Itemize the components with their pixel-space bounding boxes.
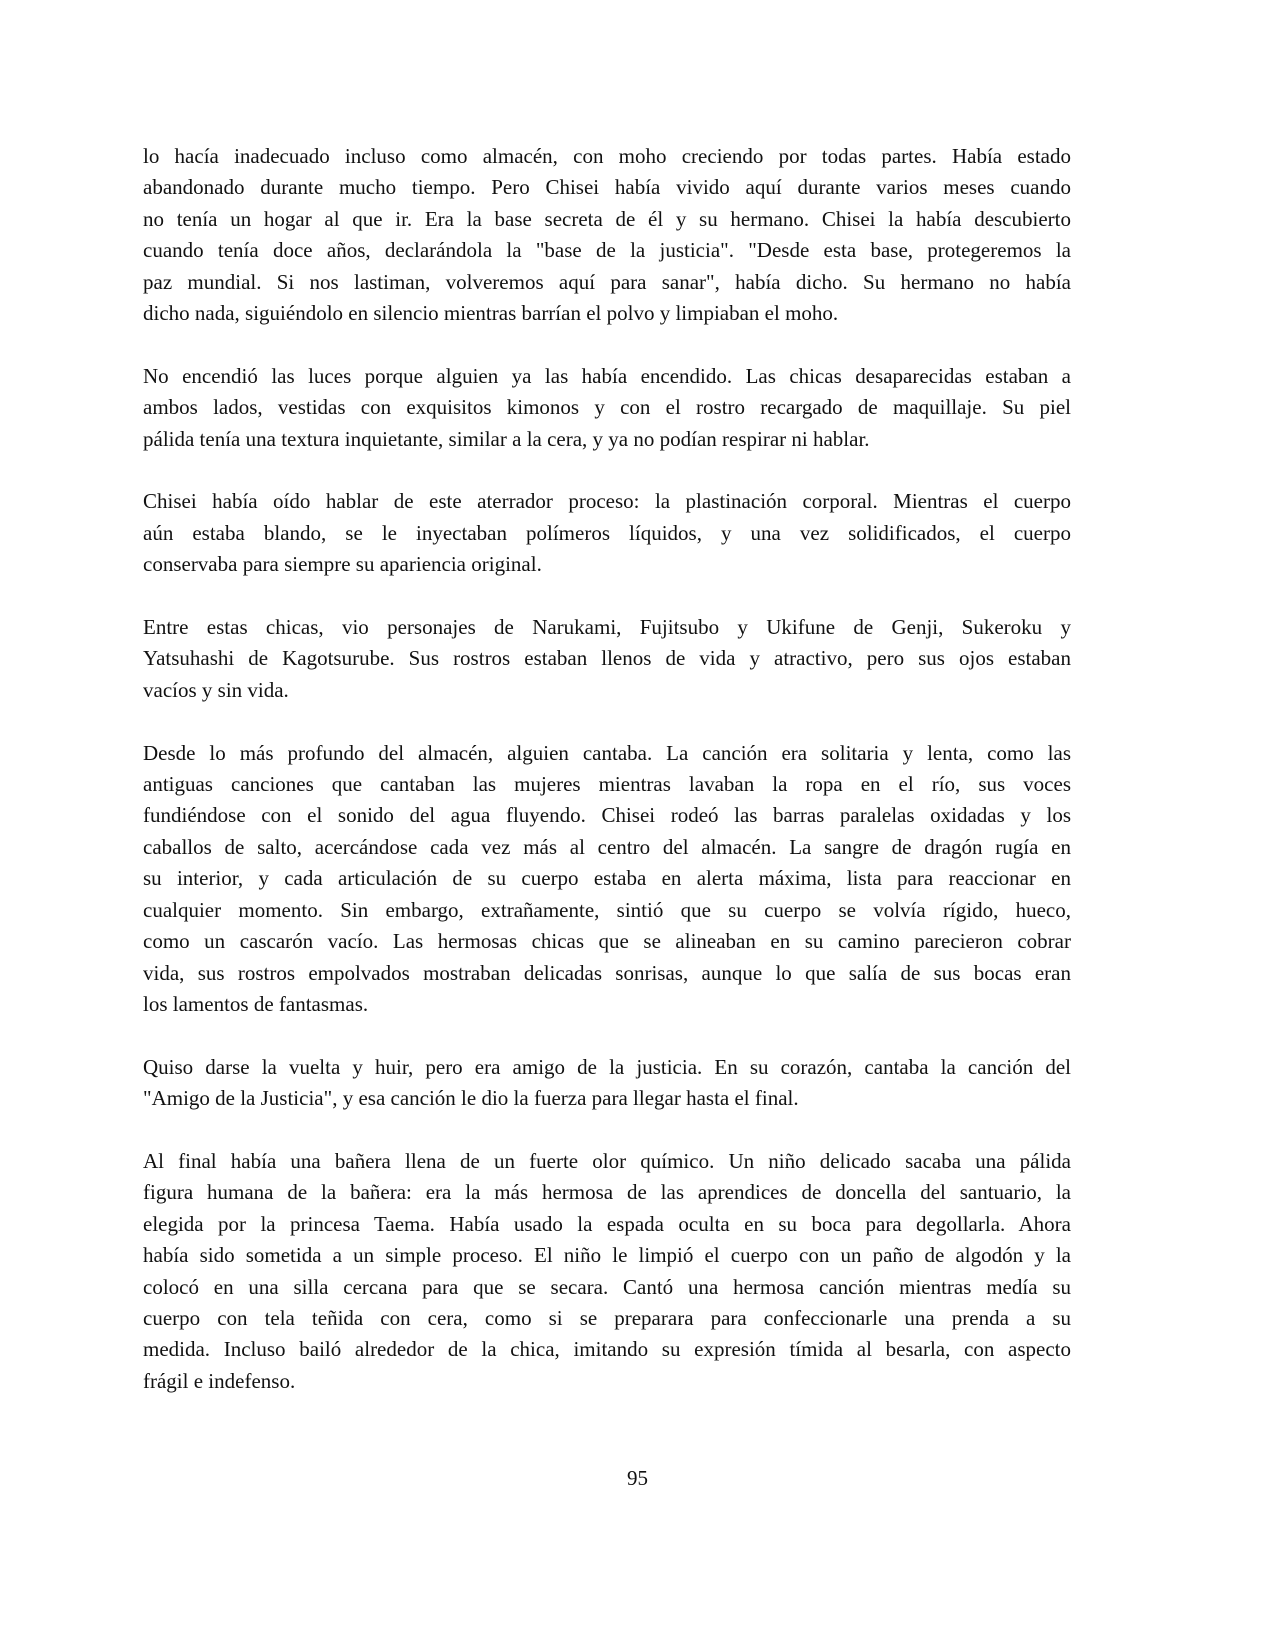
text-line: Desde lo más profundo del almacén, alguien cantaba. La canción era solitaria y lenta, como las [143,740,1071,765]
text-line: caballos de salto, acercándose cada vez más al centro del almacén. La sangre de dragón rugía en [143,834,1071,859]
text-line: pálida tenía una textura inquietante, similar a la cera, y ya no podían respirar ni hablar. [143,426,870,451]
text-line: medida. Incluso bailó alrededor de la chica, imitando su expresión tímida al besarla, con aspecto [143,1337,1071,1362]
page-number: 95 [627,1466,648,1490]
text-line: No encendió las luces porque alguien ya las había encendido. Las chicas desaparecidas estaban a [143,363,1071,388]
paragraph [143,612,1071,706]
paragraph [143,141,1071,329]
paragraph [143,1052,1071,1115]
text-line: abandonado durante mucho tiempo. Pero Chisei había vivido aquí durante varios meses cuando [143,175,1071,200]
text-line: había sido sometida a un simple proceso. El niño le limpió el cuerpo con un paño de algodón y la [143,1243,1071,1268]
text-line: paz mundial. Si nos lastiman, volveremos aquí para sanar", había dicho. Su hermano no había [143,269,1071,294]
text-line: cualquier momento. Sin embargo, extrañamente, sintió que su cuerpo se volvía rígido, hueco, [143,897,1071,922]
text-line: Al final había una bañera llena de un fuerte olor químico. Un niño delicado sacaba una pálida [143,1148,1071,1173]
text-line: lo hacía inadecuado incluso como almacén, con moho creciendo por todas partes. Había estado [143,144,1071,168]
text-line: conservaba para siempre su apariencia original. [143,552,542,577]
text-line: figura humana de la bañera: era la más hermosa de las aprendices de doncella del santuario, la [143,1180,1071,1205]
text-line: cuando tenía doce años, declarándola la "base de la justicia". "Desde esta base, protegeremos la [143,238,1071,263]
text-line: Quiso darse la vuelta y huir, pero era amigo de la justicia. En su corazón, cantaba la canción del [143,1054,1071,1079]
text-line: aún estaba blando, se le inyectaban polímeros líquidos, y una vez solidificados, el cuerpo [143,520,1071,545]
text-line: fundiéndose con el sonido del agua fluyendo. Chisei rodeó las barras paralelas oxidadas y los [143,803,1071,828]
page-body-text [143,141,1071,1429]
text-line: elegida por la princesa Taema. Había usado la espada oculta en su boca para degollarla. Ahora [143,1211,1071,1236]
text-line: Yatsuhashi de Kagotsurube. Sus rostros estaban llenos de vida y atractivo, pero sus ojos estaban [143,646,1071,671]
text-line: su interior, y cada articulación de su cuerpo estaba en alerta máxima, lista para reaccionar en [143,866,1071,891]
text-line: ambos lados, vestidas con exquisitos kimonos y con el rostro recargado de maquillaje. Su piel [143,395,1071,420]
paragraph [143,1146,1071,1397]
text-line: Entre estas chicas, vio personajes de Narukami, Fujitsubo y Ukifune de Genji, Sukeroku y [143,615,1071,640]
text-line: como un cascarón vacío. Las hermosas chicas que se alineaban en su camino parecieron cobrar [143,929,1071,954]
text-line: colocó en una silla cercana para que se secara. Cantó una hermosa canción mientras medía su [143,1274,1071,1299]
paragraph [143,486,1071,580]
text-line: dicho nada, siguiéndolo en silencio mientras barrían el polvo y limpiaban el moho. [143,301,839,326]
text-line: no tenía un hogar al que ir. Era la base secreta de él y su hermano. Chisei la había descubierto [143,206,1071,231]
paragraph [143,738,1071,1021]
text-line: vacíos y sin vida. [143,677,289,702]
text-line: cuerpo con tela teñida con cera, como si se preparara para confeccionarle una prenda a su [143,1305,1071,1330]
paragraph [143,361,1071,455]
text-line: antiguas canciones que cantaban las mujeres mientras lavaban la ropa en el río, sus voces [143,772,1071,797]
text-line: frágil e indefenso. [143,1368,296,1393]
text-line: los lamentos de fantasmas. [143,991,369,1016]
text-line: Chisei había oído hablar de este aterrador proceso: la plastinación corporal. Mientras el cuerpo [143,489,1071,514]
text-line: "Amigo de la Justicia", y esa canción le dio la fuerza para llegar hasta el final. [143,1086,799,1111]
text-line: vida, sus rostros empolvados mostraban delicadas sonrisas, aunque lo que salía de sus bocas eran [143,960,1071,985]
